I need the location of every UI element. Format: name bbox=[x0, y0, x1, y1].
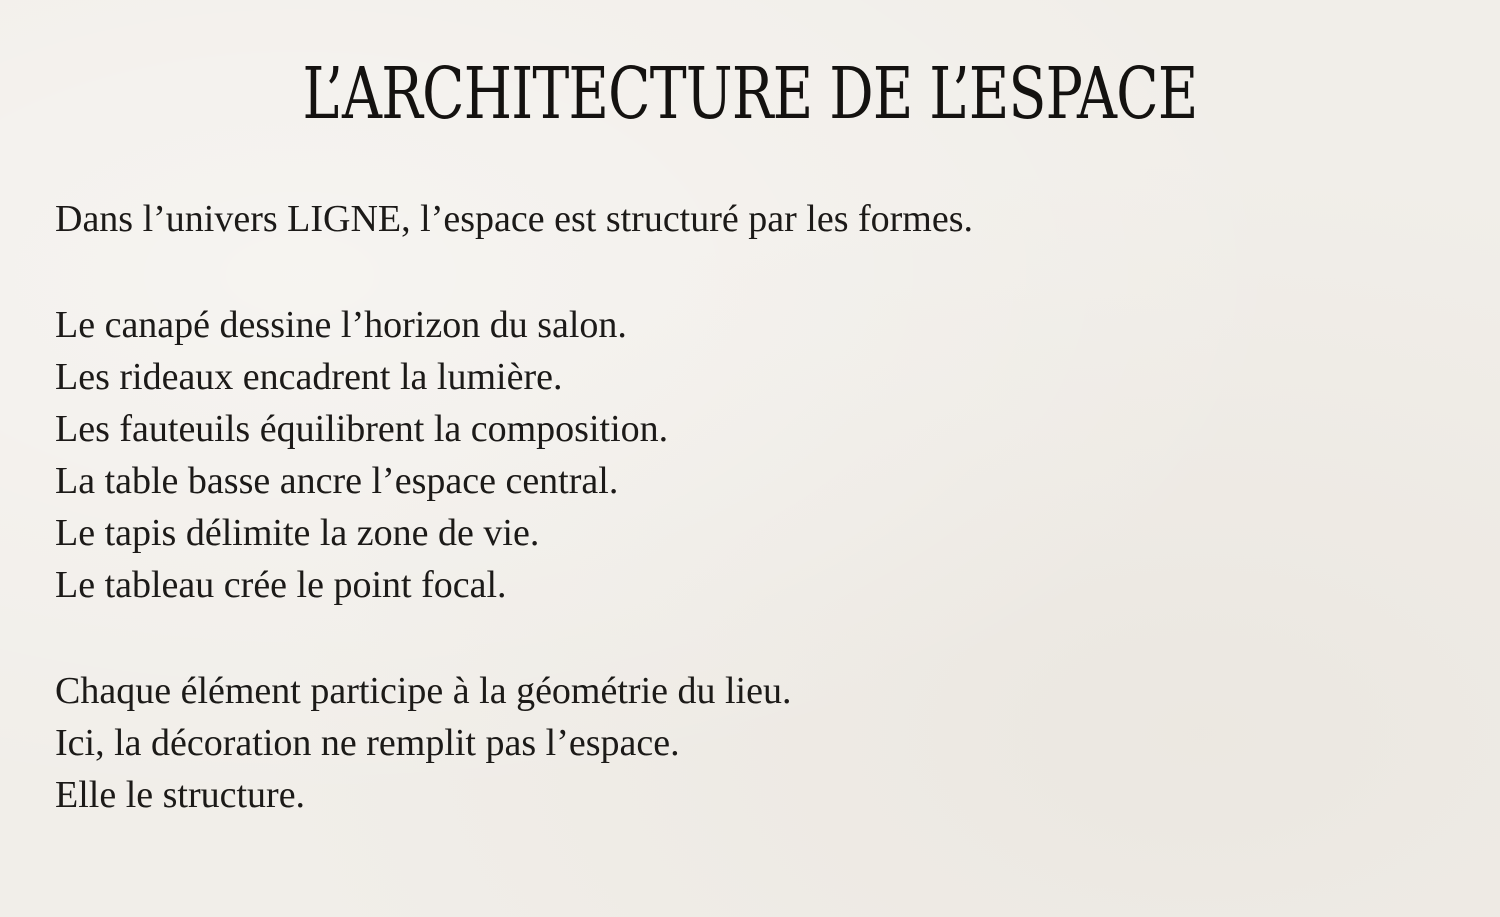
text-line: La table basse ancre l’espace central. bbox=[55, 460, 619, 502]
text-line: Le tableau crée le point focal. bbox=[55, 564, 507, 606]
paragraph-elements bbox=[55, 299, 1435, 611]
text-line: Chaque élément participe à la géométrie du lieu. bbox=[55, 670, 792, 712]
text-line: Le tapis délimite la zone de vie. bbox=[55, 512, 540, 554]
body-text bbox=[55, 193, 1435, 821]
text-line: Les rideaux encadrent la lumière. bbox=[55, 356, 563, 398]
page-title: L’ARCHITECTURE DE L’ESPACE bbox=[302, 52, 1198, 135]
text-line: Ici, la décoration ne remplit pas l’espace. bbox=[55, 722, 680, 764]
paragraph-intro bbox=[55, 193, 1435, 245]
text-line: Les fauteuils équilibrent la composition. bbox=[55, 408, 669, 450]
text-line: Elle le structure. bbox=[55, 774, 306, 816]
text-line: Le canapé dessine l’horizon du salon. bbox=[55, 304, 627, 346]
text-line: Dans l’univers LIGNE, l’espace est structuré par les formes. bbox=[55, 198, 974, 240]
paragraph-gap bbox=[55, 245, 1435, 299]
paragraph-conclusion bbox=[55, 665, 1435, 821]
paragraph-gap bbox=[55, 611, 1435, 665]
